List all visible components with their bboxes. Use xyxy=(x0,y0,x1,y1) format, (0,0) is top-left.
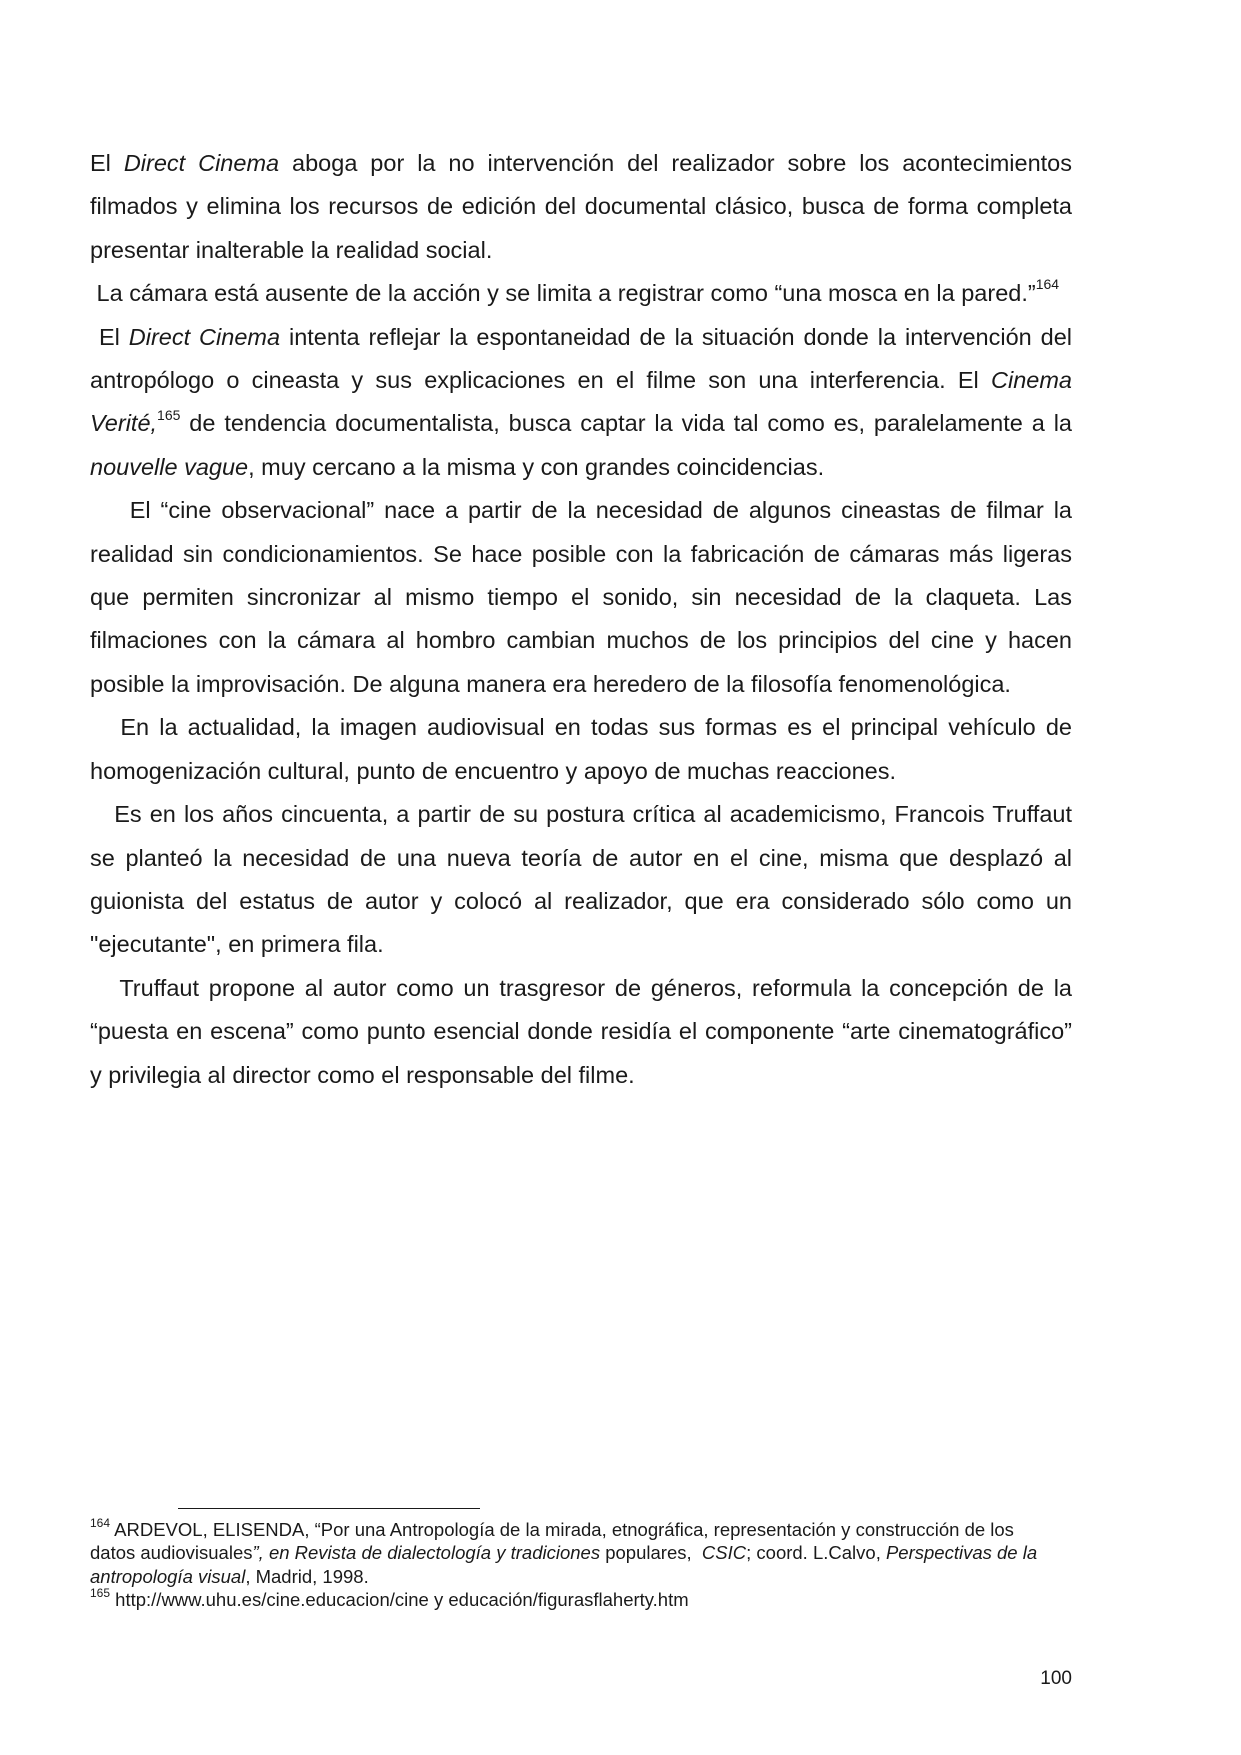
italic-term: CSIC xyxy=(701,1542,747,1564)
paragraph-3 xyxy=(90,316,1079,490)
text-run: El xyxy=(90,150,124,176)
paragraph-7: Truffaut propone al autor como un trasgresor de géneros, reformula la concepción de la “puesta en escena” como punto esencial donde residía el componente “arte cinematográfico” y privilegia al director como el responsable del filme. xyxy=(90,974,1079,1088)
text-run: ARDEVOL, ELISENDA, “Por una Antropología de la mirada, etnográfica, representación y construcción de los datos audiovisuales xyxy=(90,1519,1020,1564)
text-run: El xyxy=(90,323,129,350)
italic-term: Cinema Verité, xyxy=(90,367,1079,437)
footnote-number: 165 xyxy=(90,1586,111,1601)
paragraph-2 xyxy=(90,272,1072,315)
text-run: populares, xyxy=(600,1542,702,1564)
italic-term: Direct Cinema xyxy=(128,323,281,350)
text-run: de tendencia documentalista, busca captar la vida tal como es, paralelamente a la xyxy=(180,410,1079,437)
footnote-number: 164 xyxy=(90,1515,111,1530)
footnote-165 xyxy=(90,1588,1050,1611)
italic-term: Direct Cinema xyxy=(123,150,280,176)
italic-term: nouvelle vague xyxy=(90,453,249,480)
text-run: aboga por la no intervención del realizador sobre los acontecimientos filmados y elimina los recursos de edición del documental clásico, busca de forma completa presentar inalterable la realidad social. xyxy=(90,150,1073,263)
body-text xyxy=(90,142,1079,1097)
paragraph-5: En la actualidad, la imagen audiovisual en todas sus formas es el principal vehículo de homogenización cultural, punto de encuentro y apoyo de muchas reacciones. xyxy=(90,714,1079,784)
italic-term: ”, en Revista de dialectología y tradiciones xyxy=(252,1542,601,1564)
text-run: La cámara está ausente de la acción y se limita a registrar como “una mosca en la pared.” xyxy=(90,280,1036,307)
footnote-ref-164[interactable]: 164 xyxy=(1035,276,1060,293)
italic-term: Perspectivas de la antropología visual xyxy=(90,1542,1043,1587)
footnote-164 xyxy=(90,1515,1050,1588)
footnote-separator xyxy=(178,1508,480,1509)
footnote-link[interactable]: http://www.uhu.es/cine.educacion/cine y educación/figurasflaherty.htm xyxy=(110,1589,689,1611)
footnotes xyxy=(90,1515,1050,1612)
text-run: intenta reflejar la espontaneidad de la situación donde la intervención del antropólogo o cineasta y sus explicaciones en el filme son una interferencia. El xyxy=(90,323,1079,394)
paragraph-4: El “cine observacional” nace a partir de la necesidad de algunos cineastas de filmar la realidad sin condicionamientos. Se hace posible con la fabricación de cámaras más ligeras que permiten sincronizar al mismo tiempo el sonido, sin necesidad de la claqueta. Las filmaciones con la cámara al hombro cambian muchos de los principios del cine y hacen posible la improvisación. De alguna manera era heredero de la filosofía fenomenológica. xyxy=(90,497,1079,697)
text-run: , muy cercano a la misma y con grandes coincidencias. xyxy=(248,453,825,480)
paragraph-6: Es en los años cincuenta, a partir de su postura crítica al academicismo, Francois Truffaut se planteó la necesidad de una nueva teoría de autor en el cine, misma que desplazó al guionista del estatus de autor y colocó al realizador, que era considerado sólo como un "ejecutante", en primera fila. xyxy=(90,801,1079,958)
text-run: ; coord. L.Calvo, xyxy=(746,1542,886,1564)
paragraph-1 xyxy=(90,142,1072,272)
text-run: , Madrid, 1998. xyxy=(245,1565,369,1587)
page-number: 100 xyxy=(1040,1668,1072,1689)
footnote-ref-165[interactable]: 165 xyxy=(157,406,181,423)
